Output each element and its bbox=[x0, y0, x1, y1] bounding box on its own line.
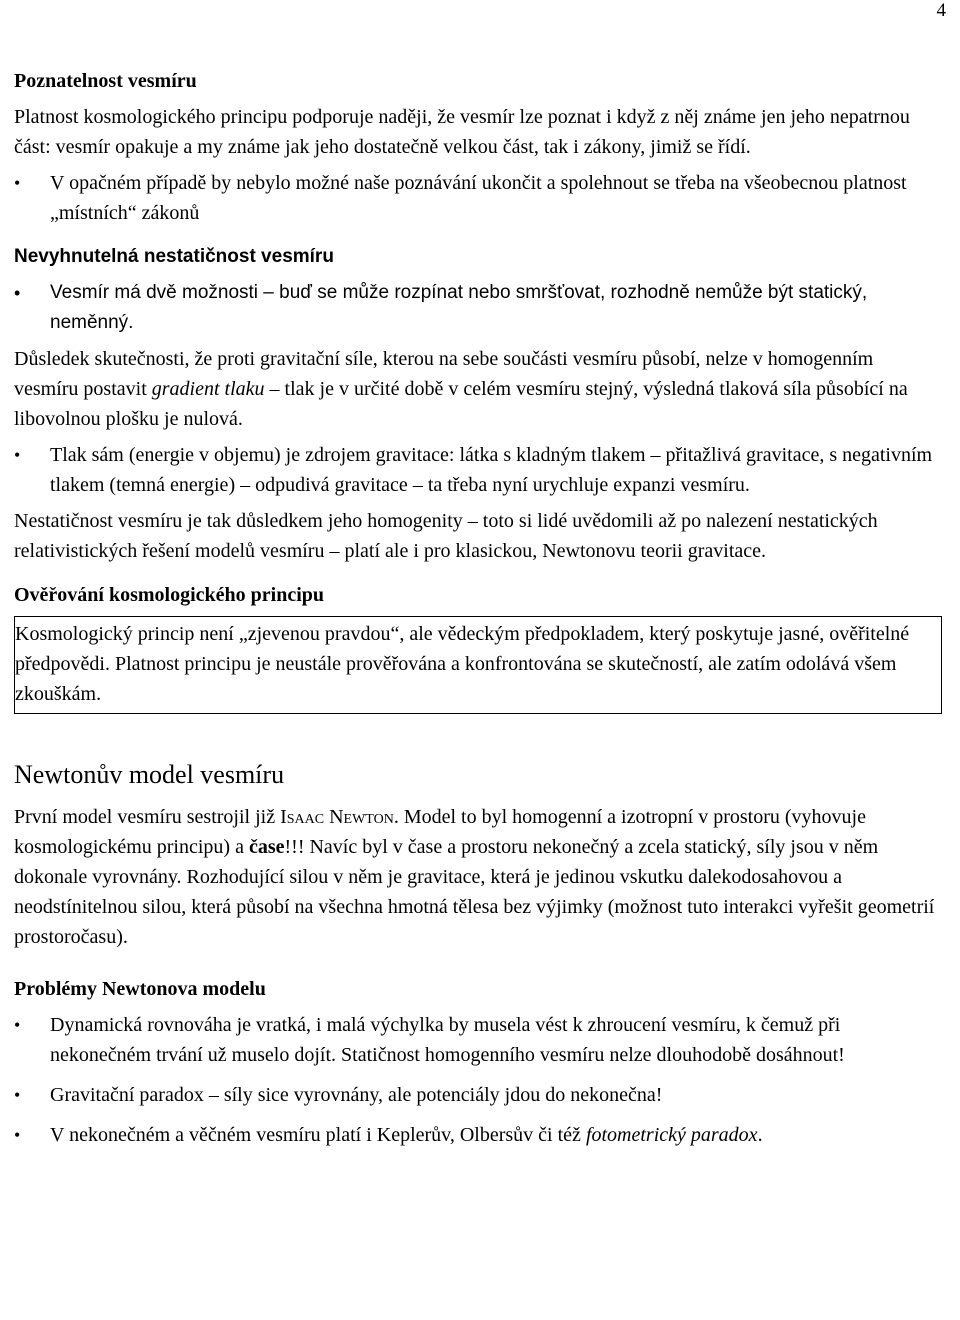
bullet-list-tlak bbox=[14, 440, 942, 500]
bullet-list-poznatelnost bbox=[14, 168, 942, 228]
bullet-icon: • bbox=[14, 445, 21, 465]
bullet-icon: • bbox=[14, 1085, 21, 1105]
bullet-list-problemy bbox=[14, 1010, 942, 1150]
bullet-icon: • bbox=[14, 1125, 21, 1145]
bullet-icon: • bbox=[14, 1015, 21, 1035]
author-name: Isaac Newton bbox=[280, 806, 394, 828]
chapter-title-newton: Newtonův model vesmíru bbox=[14, 760, 285, 789]
list-item-text: V opačném případě by nebylo možné naše poznávání ukončit a spolehnout se třeba na všeobecnou platnost „místních“ zákonů bbox=[50, 172, 907, 224]
text-run: . Model to byl homogenní a izotropní v prostoru (vyhovuje kosmologickému principu) a bbox=[14, 806, 866, 858]
paragraph-poznatelnost: Platnost kosmologického principu podporuje naději, že vesmír lze poznat i když z něj známe jen jeho nepatrnou část: vesmír opakuje a my známe jak jeho dostatečně velkou část, tak i zákony, jimiž se řídí. bbox=[14, 106, 910, 158]
text-run: . bbox=[757, 1124, 763, 1146]
bullet-icon: • bbox=[14, 173, 21, 193]
list-item-text: Tlak sám (energie v objemu) je zdrojem gravitace: látka s kladným tlakem – přitažlivá gravitace, s negativním tlakem (temná energie) – odpudivá gravitace – ta třeba nyní urychluje expanzi vesmíru. bbox=[50, 444, 933, 496]
document-body bbox=[14, 66, 942, 1150]
list-item-text bbox=[50, 1124, 763, 1146]
list-item bbox=[14, 278, 942, 338]
text-run: !!! Navíc byl v čase a prostoru nekonečný a zcela statický, síly jsou v něm dokonale vyrovnány. Rozhodující silou v něm je gravitace, která je jedinou vskutku dalekodosahovou a neodstínitelnou silou, která působí na všechna hmotná tělesa bez výjimky (možnost tuto interakci vyřešit geometrií prostoročasu). bbox=[14, 836, 935, 948]
paragraph-overovani: Kosmologický princip není „zjevenou pravdou“, ale vědeckým předpokladem, který poskytuje jasné, ověřitelné předpovědi. Platnost principu je neustále prověřována a konfrontována se skutečností, ale zatím odolává všem zkouškám. bbox=[15, 623, 910, 705]
text-run: Důsledek skutečnosti, že proti gravitační síle, kterou na sebe součásti vesmíru působí, nelze v homogenním vesmíru postavit bbox=[14, 348, 874, 400]
bullet-icon: • bbox=[14, 283, 21, 303]
list-item-text: Dynamická rovnováha je vratká, i malá výchylka by musela vést k zhroucení vesmíru, k čemuž při nekonečném trvání už muselo dojít. Statičnost homogenního vesmíru nelze dlouhodobě dosáhnout! bbox=[50, 1014, 845, 1066]
list-item bbox=[14, 440, 942, 500]
list-item-text: Vesmír má dvě možnosti – buď se může rozpínat nebo smršťovat, rozhodně nemůže být statický, neměnný. bbox=[50, 282, 868, 333]
emphasis-text: gradient tlaku bbox=[151, 378, 265, 400]
list-item bbox=[14, 1120, 942, 1150]
paragraph-nestaticnost: Nestatičnost vesmíru je tak důsledkem jeho homogenity – toto si lidé uvědomili až po nalezení nestatických relativistických řešení modelů vesmíru – platí ale i pro klasickou, Newtonovu teorii gravitace. bbox=[14, 510, 878, 562]
text-run: První model vesmíru sestrojil již bbox=[14, 806, 281, 828]
section-title-poznatelnost: Poznatelnost vesmíru bbox=[14, 70, 197, 92]
emphasis-text: fotometrický paradox bbox=[585, 1124, 758, 1146]
paragraph-newton bbox=[14, 802, 942, 952]
text-run: V nekonečném a věčném vesmíru platí i Keplerův, Olbersův či též bbox=[50, 1124, 586, 1146]
list-item-text: Gravitační paradox – síly sice vyrovnány, ale potenciály jdou do nekonečna! bbox=[50, 1084, 663, 1106]
bullet-list-nestaticnost bbox=[14, 278, 942, 338]
list-item bbox=[14, 1010, 942, 1070]
list-item bbox=[14, 168, 942, 228]
bold-text: čase bbox=[248, 836, 285, 858]
list-item bbox=[14, 1080, 942, 1110]
section-title-overovani: Ověřování kosmologického principu bbox=[14, 584, 325, 606]
section-title-problemy: Problémy Newtonova modelu bbox=[14, 978, 266, 1000]
section-title-nestaticnost: Nevyhnutelná nestatičnost vesmíru bbox=[14, 246, 334, 267]
text-run: – tlak je v určité době v celém vesmíru stejný, výsledná tlaková síla působící na libovolnou plošku je nulová. bbox=[14, 378, 908, 430]
boxed-paragraph bbox=[14, 616, 942, 714]
page-number: 4 bbox=[936, 0, 946, 21]
paragraph-dusledek bbox=[14, 344, 942, 434]
